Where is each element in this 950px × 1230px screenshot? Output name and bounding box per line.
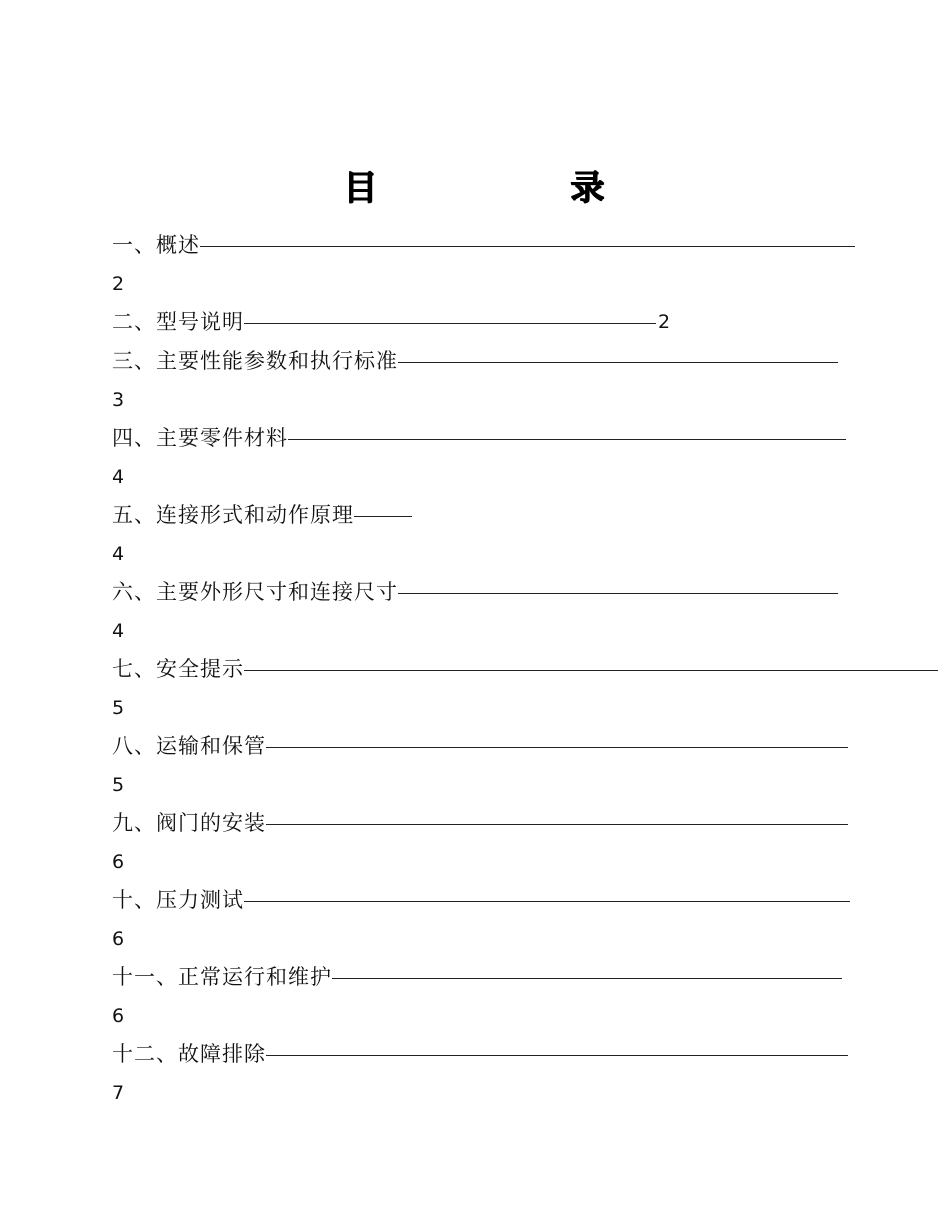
toc-entry-page: 2 bbox=[112, 273, 125, 295]
toc-entry-label: 十一、正常运行和维护 bbox=[112, 965, 332, 989]
table-of-contents bbox=[112, 226, 950, 1112]
toc-leader-line bbox=[332, 978, 842, 979]
toc-leader-line bbox=[398, 593, 838, 594]
toc-entry-page: 6 bbox=[112, 928, 125, 950]
toc-entry-page: 5 bbox=[112, 697, 125, 719]
toc-leader-line bbox=[244, 901, 850, 902]
toc-leader-line bbox=[266, 747, 848, 748]
toc-entry-label: 一、概述 bbox=[112, 233, 200, 257]
toc-entry-page: 2 bbox=[658, 311, 671, 333]
toc-entry-9[interactable] bbox=[112, 804, 950, 881]
toc-entry-4[interactable] bbox=[112, 419, 950, 496]
toc-entry-3[interactable] bbox=[112, 342, 950, 419]
toc-entry-2[interactable] bbox=[112, 303, 950, 342]
toc-entry-11[interactable] bbox=[112, 958, 950, 1035]
toc-leader-line bbox=[354, 516, 412, 517]
toc-leader-line bbox=[244, 670, 938, 671]
toc-leader-line bbox=[200, 246, 855, 247]
toc-leader-line bbox=[266, 1055, 848, 1056]
toc-entry-10[interactable] bbox=[112, 881, 950, 958]
toc-entry-5[interactable] bbox=[112, 496, 950, 573]
page-title bbox=[0, 166, 950, 216]
toc-leader-line bbox=[244, 323, 656, 324]
toc-entry-page: 7 bbox=[112, 1082, 125, 1104]
toc-entry-label: 五、连接形式和动作原理 bbox=[112, 503, 354, 527]
toc-entry-7[interactable] bbox=[112, 650, 950, 727]
toc-leader-line bbox=[266, 824, 848, 825]
toc-entry-page: 6 bbox=[112, 1005, 125, 1027]
toc-entry-label: 十、压力测试 bbox=[112, 888, 244, 912]
toc-entry-label: 三、主要性能参数和执行标准 bbox=[112, 349, 398, 373]
toc-entry-label: 七、安全提示 bbox=[112, 657, 244, 681]
toc-entry-12[interactable] bbox=[112, 1035, 950, 1112]
toc-entry-label: 九、阀门的安装 bbox=[112, 811, 266, 835]
toc-entry-label: 十二、故障排除 bbox=[112, 1042, 266, 1066]
toc-entry-page: 4 bbox=[112, 466, 125, 488]
toc-entry-page: 4 bbox=[112, 543, 125, 565]
toc-entry-8[interactable] bbox=[112, 727, 950, 804]
toc-entry-1[interactable] bbox=[112, 226, 950, 303]
title-char-1: 目 bbox=[343, 168, 377, 208]
toc-leader-line bbox=[398, 362, 838, 363]
toc-entry-page: 6 bbox=[112, 851, 125, 873]
title-char-2: 录 bbox=[570, 168, 604, 208]
toc-entry-page: 3 bbox=[112, 389, 125, 411]
toc-entry-page: 4 bbox=[112, 620, 125, 642]
toc-entry-label: 六、主要外形尺寸和连接尺寸 bbox=[112, 580, 398, 604]
toc-entry-label: 二、型号说明 bbox=[112, 310, 244, 334]
toc-leader-line bbox=[288, 439, 846, 440]
toc-entry-label: 四、主要零件材料 bbox=[112, 426, 288, 450]
toc-entry-label: 八、运输和保管 bbox=[112, 734, 266, 758]
toc-entry-page: 5 bbox=[112, 774, 125, 796]
toc-entry-6[interactable] bbox=[112, 573, 950, 650]
